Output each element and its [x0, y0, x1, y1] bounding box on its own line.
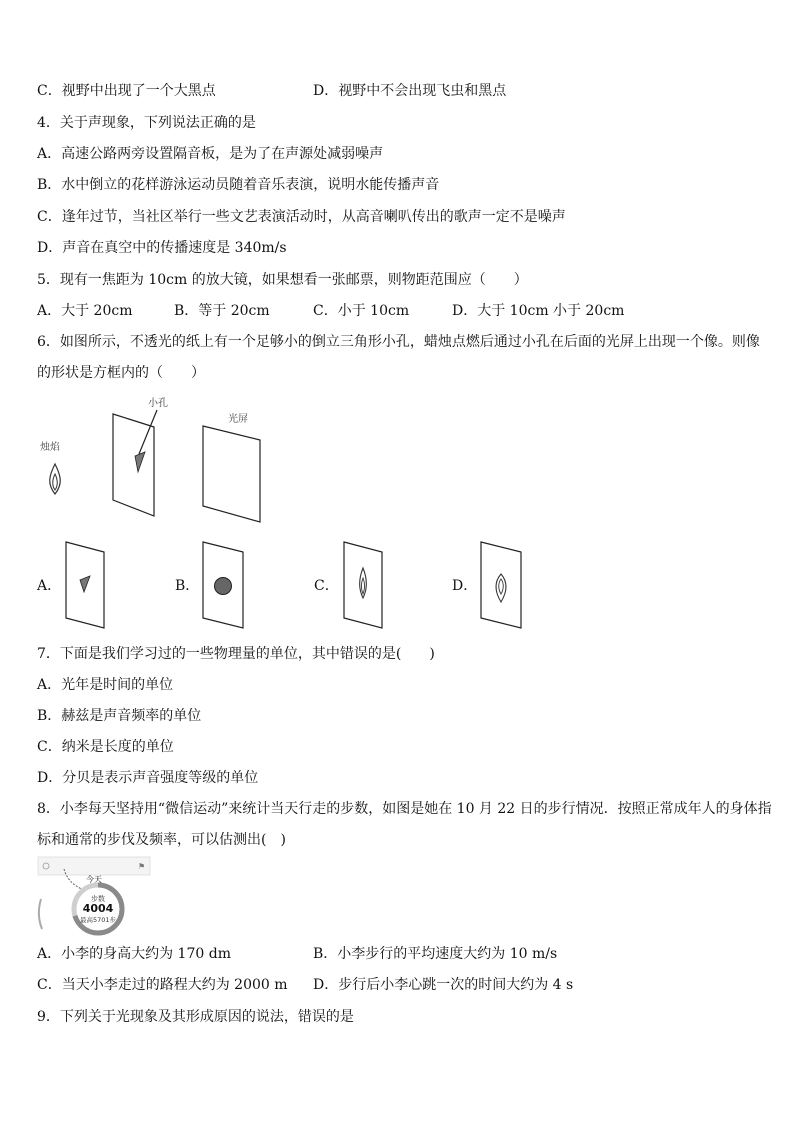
q6-option-a-figure — [60, 538, 110, 634]
pinhole-figure — [30, 392, 290, 532]
q4-stem: 4．关于声现象，下列说法正确的是 — [37, 115, 256, 131]
q5-option-a: A．大于 20cm — [37, 303, 133, 319]
q6-stem-line2: 的形状是方框内的（ ） — [37, 365, 205, 381]
steps-label: 步数 — [91, 895, 105, 903]
q6-option-c-figure — [338, 538, 388, 634]
q8-stem-line2: 标和通常的步伐及频率，可以估测出( ) — [37, 832, 286, 848]
q5-option-b: B．等于 20cm — [174, 303, 270, 319]
candle-label: 烛焰 — [40, 442, 60, 453]
steps-count: 4004 — [82, 902, 114, 915]
q5-option-d: D．大于 10cm 小于 20cm — [452, 303, 625, 319]
q5-stem: 5．现有一焦距为 10cm 的放大镜，如果想看一张邮票，则物距范围应（ ） — [37, 272, 528, 288]
q6-option-a-label: A． — [37, 578, 62, 594]
q7-option-d: D．分贝是表示声音强度等级的单位 — [37, 770, 259, 786]
q6-option-d-figure — [475, 538, 527, 634]
q9-stem: 9．下列关于光现象及其形成原因的说法，错误的是 — [37, 1009, 354, 1025]
candle-flame-inner-icon — [53, 474, 58, 490]
today-label: 今天 — [86, 875, 102, 884]
q6-option-d-label: D． — [452, 578, 478, 594]
q7-stem: 7．下面是我们学习过的一些物理量的单位，其中错误的是( ) — [37, 646, 435, 662]
q3-option-c: C．视野中出现了一个大黑点 — [37, 83, 216, 99]
q7-option-b: B．赫兹是声音频率的单位 — [37, 708, 202, 724]
q4-option-b: B．水中倒立的花样游泳运动员随着音乐表演，说明水能传播声音 — [37, 177, 440, 193]
q6-stem-line1: 6．如图所示，不透光的纸上有一个足够小的倒立三角形小孔，蜡烛点燃后通过小孔在后面的光屏上出现一个像。则像 — [37, 334, 760, 350]
flag-icon: ⚑ — [138, 862, 146, 871]
q4-option-d: D．声音在真空中的传播速度是 340m/s — [37, 240, 287, 256]
q8-option-a: A．小李的身高大约为 170 dm — [37, 946, 231, 962]
q4-option-a: A．高速公路两旁设置隔音板，是为了在声源处减弱噪声 — [37, 146, 384, 162]
paper-with-hole — [113, 414, 154, 516]
q3-option-d: D．视野中不会出现飞虫和黑点 — [313, 83, 507, 99]
q6-option-c-label: C． — [314, 578, 339, 594]
q6-option-b-figure — [197, 538, 249, 634]
q4-option-c: C．逢年过节，当社区举行一些文艺表演活动时，从高音喇叭传出的歌声一定不是噪声 — [37, 209, 566, 225]
wechat-steps-figure — [34, 855, 156, 937]
q7-option-a: A．光年是时间的单位 — [37, 677, 174, 693]
screen-label: 光屏 — [228, 414, 248, 425]
hole-label: 小孔 — [148, 398, 168, 409]
best-steps: 最高5701步 — [79, 916, 117, 924]
light-screen — [203, 426, 260, 522]
q8-stem-line1: 8．小李每天坚持用“微信运动”来统计当天行走的步数，如图是她在 10 月 22 日的步行情况．按照正常成年人的身体指 — [37, 801, 772, 817]
q7-option-c: C．纳米是长度的单位 — [37, 739, 174, 755]
round-spot-icon — [215, 578, 232, 595]
partial-ring — [39, 899, 42, 929]
q8-option-b: B．小李步行的平均速度大约为 10 m/s — [313, 946, 558, 962]
q8-option-d: D．步行后小李心跳一次的时间大约为 4 s — [313, 977, 574, 993]
q6-option-b-label: B． — [175, 578, 200, 594]
q5-option-c: C．小于 10cm — [313, 303, 410, 319]
q8-option-c: C．当天小李走过的路程大约为 2000 m — [37, 977, 288, 993]
